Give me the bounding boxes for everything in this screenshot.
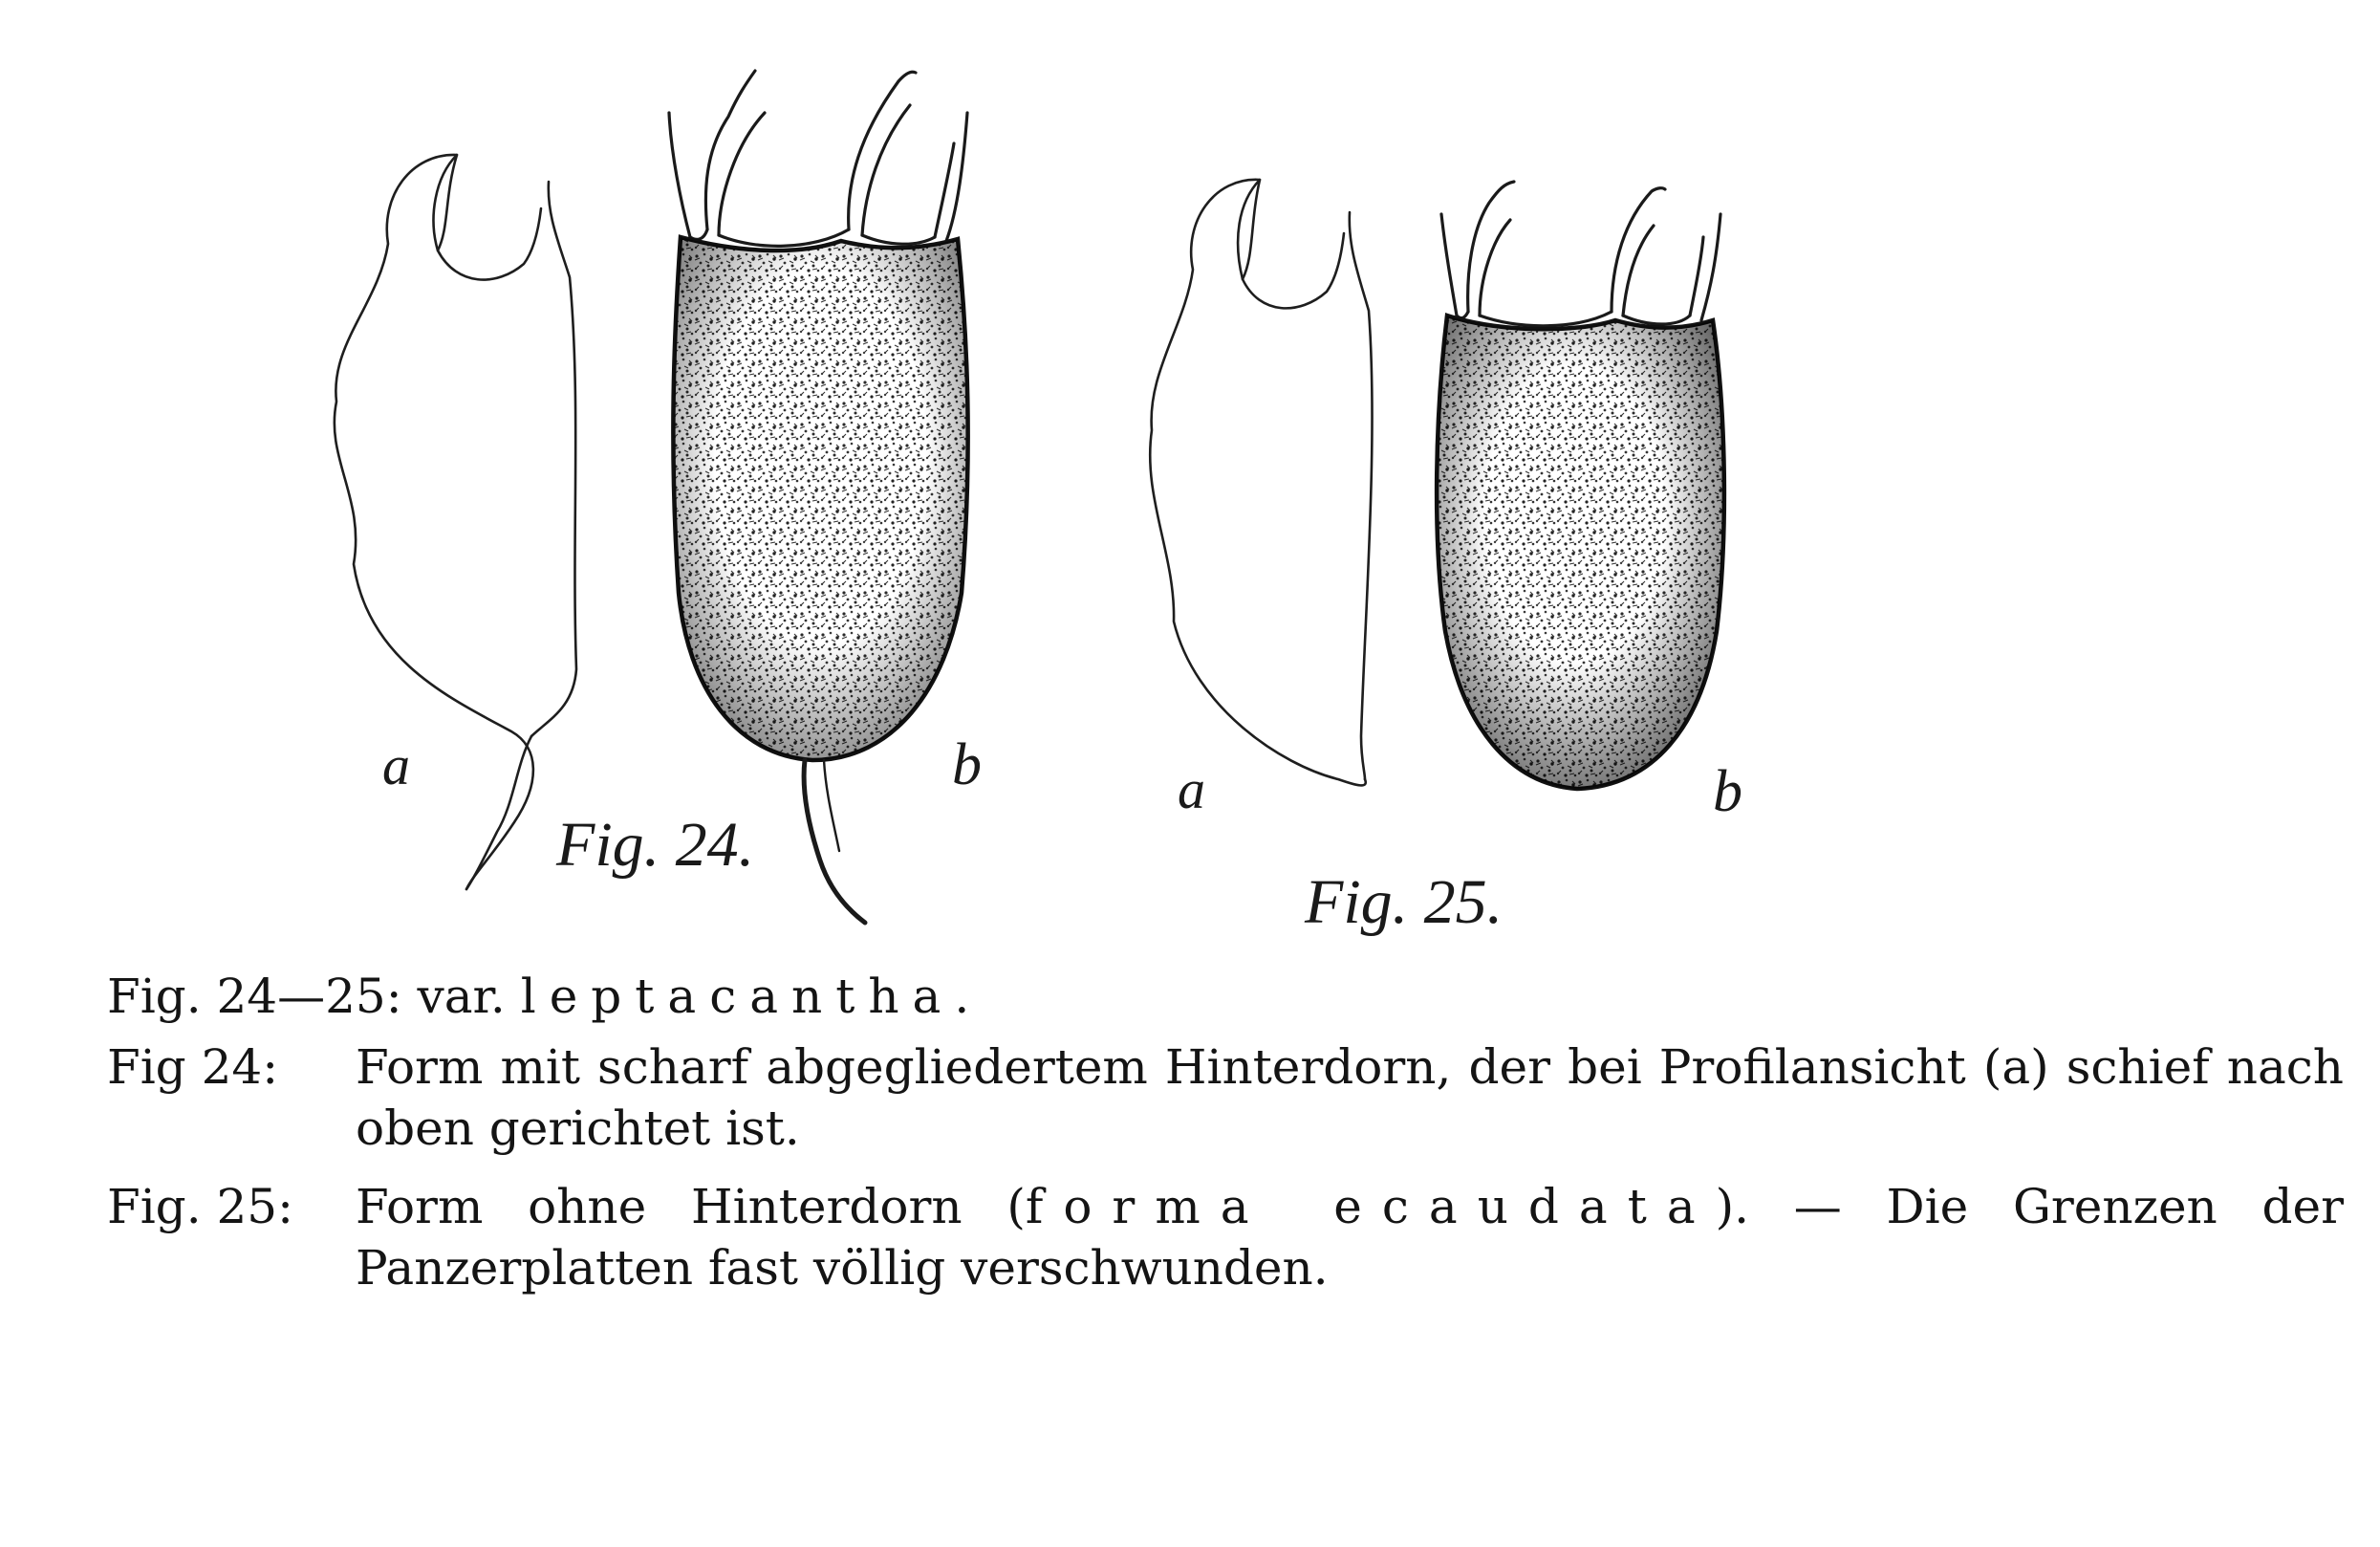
caption-fig24-text: Form mit scharf abgegliedertem Hinterdorn, der bei Profilansicht (a) schief nach oben gerichtet ist. <box>356 1039 2344 1156</box>
fig24-dorsal-view-drawing <box>669 71 968 923</box>
fig24-profile-view-drawing <box>335 155 576 889</box>
caption-heading <box>107 966 2344 1027</box>
caption-fig25-body <box>356 1176 2344 1298</box>
figure-caption <box>107 966 2344 1316</box>
fig25-profile-view-drawing <box>1150 180 1372 786</box>
fig24-label: Fig. 24. <box>556 810 755 880</box>
fig24-view-b-label: b <box>952 732 982 797</box>
caption-fig25-forma: forma ecaudata <box>1025 1179 1716 1234</box>
caption-fig24 <box>107 1036 2344 1159</box>
caption-fig25-text-after: ). — Die Grenzen der Panzerplatten fast völlig verschwunden. <box>356 1179 2344 1296</box>
fig25-view-a-label: a <box>1178 758 1205 820</box>
caption-variety-name: leptacantha. <box>520 969 984 1024</box>
fig25-view-b-label: b <box>1713 759 1742 824</box>
fig25-label: Fig. 25. <box>1305 867 1504 937</box>
caption-fig25 <box>107 1176 2344 1298</box>
caption-fig24-label: Fig 24: <box>107 1039 279 1095</box>
fig25-dorsal-view-drawing <box>1437 182 1724 789</box>
caption-fig25-text-before: Form ohne Hinterdorn ( <box>356 1179 1026 1234</box>
caption-heading-prefix: Fig. 24—25: var. <box>107 969 521 1024</box>
fig24-view-a-label: a <box>382 734 410 796</box>
caption-fig25-label: Fig. 25: <box>107 1179 293 1234</box>
